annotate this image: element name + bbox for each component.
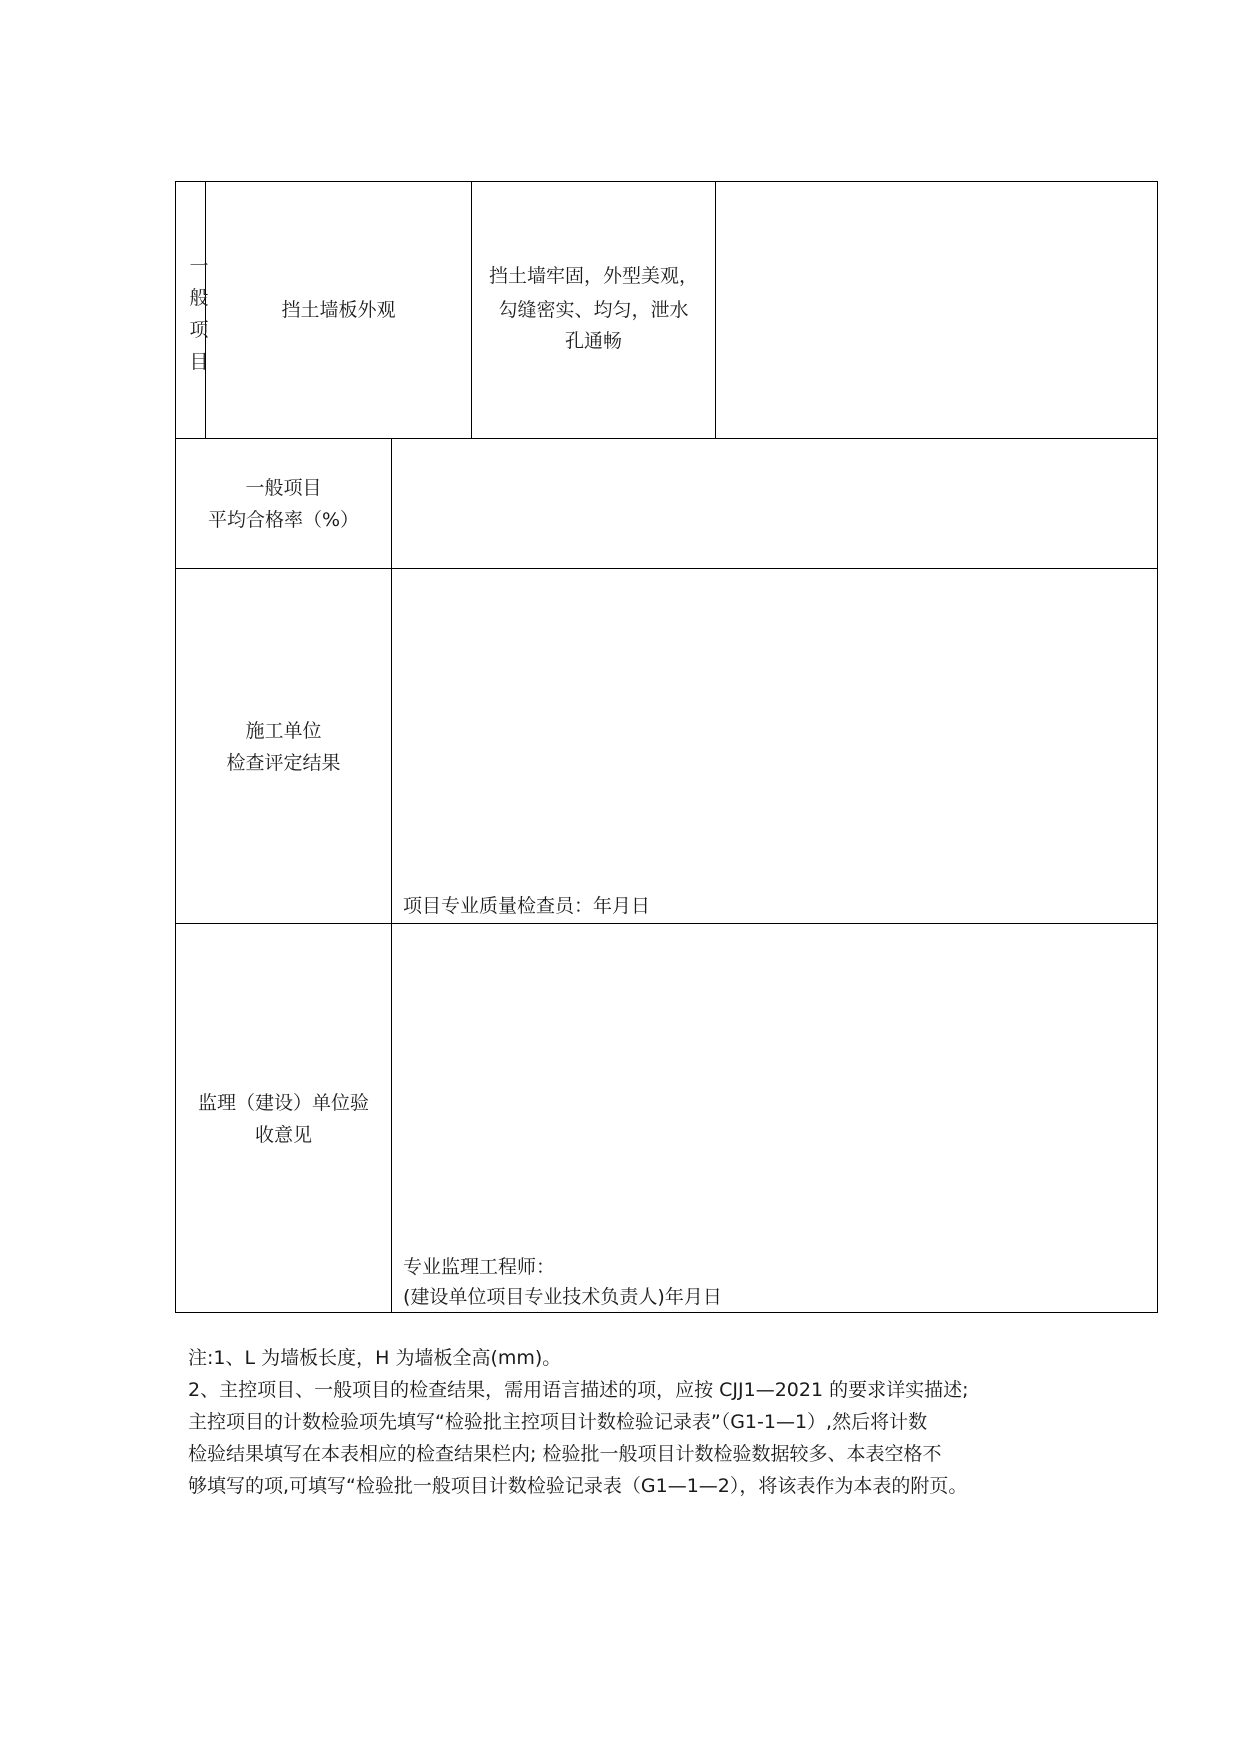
supervisor-signature-line: 专业监理工程师： <box>403 1256 556 1278</box>
note-line: 注:1、L 为墙板长度，H 为墙板全高(mm)。 <box>188 1347 562 1369</box>
construction-signature-line: 项目专业质量检查员：年月日 <box>403 895 651 917</box>
requirement-line-3: 孔通畅 <box>564 330 622 352</box>
note-line: 2、主控项目、一般项目的检查结果，需用语言描述的项，应按 CJJ1—2021 的要求详实描述; <box>188 1379 969 1401</box>
table-border-right <box>1157 181 1158 1313</box>
pass-rate-label-line-2: 平均合格率（%） <box>207 509 360 531</box>
col-divider-label <box>391 438 392 1313</box>
general-items-group-label: 一般项目 <box>189 255 209 373</box>
supervision-label-line-2: 收意见 <box>254 1124 312 1146</box>
supervision-label-line-1: 监理（建设）单位验 <box>197 1092 369 1114</box>
construction-label-line-1: 施工单位 <box>245 720 322 742</box>
row-divider-1 <box>175 438 1158 439</box>
owner-signature-line: (建设单位项目专业技术负责人)年月日 <box>403 1286 722 1308</box>
requirement-line-2: 勾缝密实、均匀，泄水 <box>498 299 689 321</box>
pass-rate-label-line-1: 一般项目 <box>245 477 322 499</box>
note-line: 检验结果填写在本表相应的检查结果栏内; 检验批一般项目计数检验数据较多、本表空格不 <box>188 1443 942 1465</box>
requirement-line-1: 挡土墙牢固，外型美观， <box>488 265 698 287</box>
row-divider-3 <box>175 923 1158 924</box>
row-divider-2 <box>175 568 1158 569</box>
note-line: 主控项目的计数检验项先填写“检验批主控项目计数检验记录表”（G1-1—1）,然后将计数 <box>188 1411 928 1433</box>
notes-block <box>188 1342 1068 1502</box>
note-line: 够填写的项,可填写“检验批一般项目计数检验记录表（G1—1—2），将该表作为本表的附页。 <box>188 1475 968 1497</box>
item-name-cell: 挡土墙板外观 <box>281 299 396 321</box>
construction-label-line-2: 检查评定结果 <box>226 752 341 774</box>
table-border-top <box>175 181 1158 182</box>
col-divider-requirement <box>715 181 716 439</box>
